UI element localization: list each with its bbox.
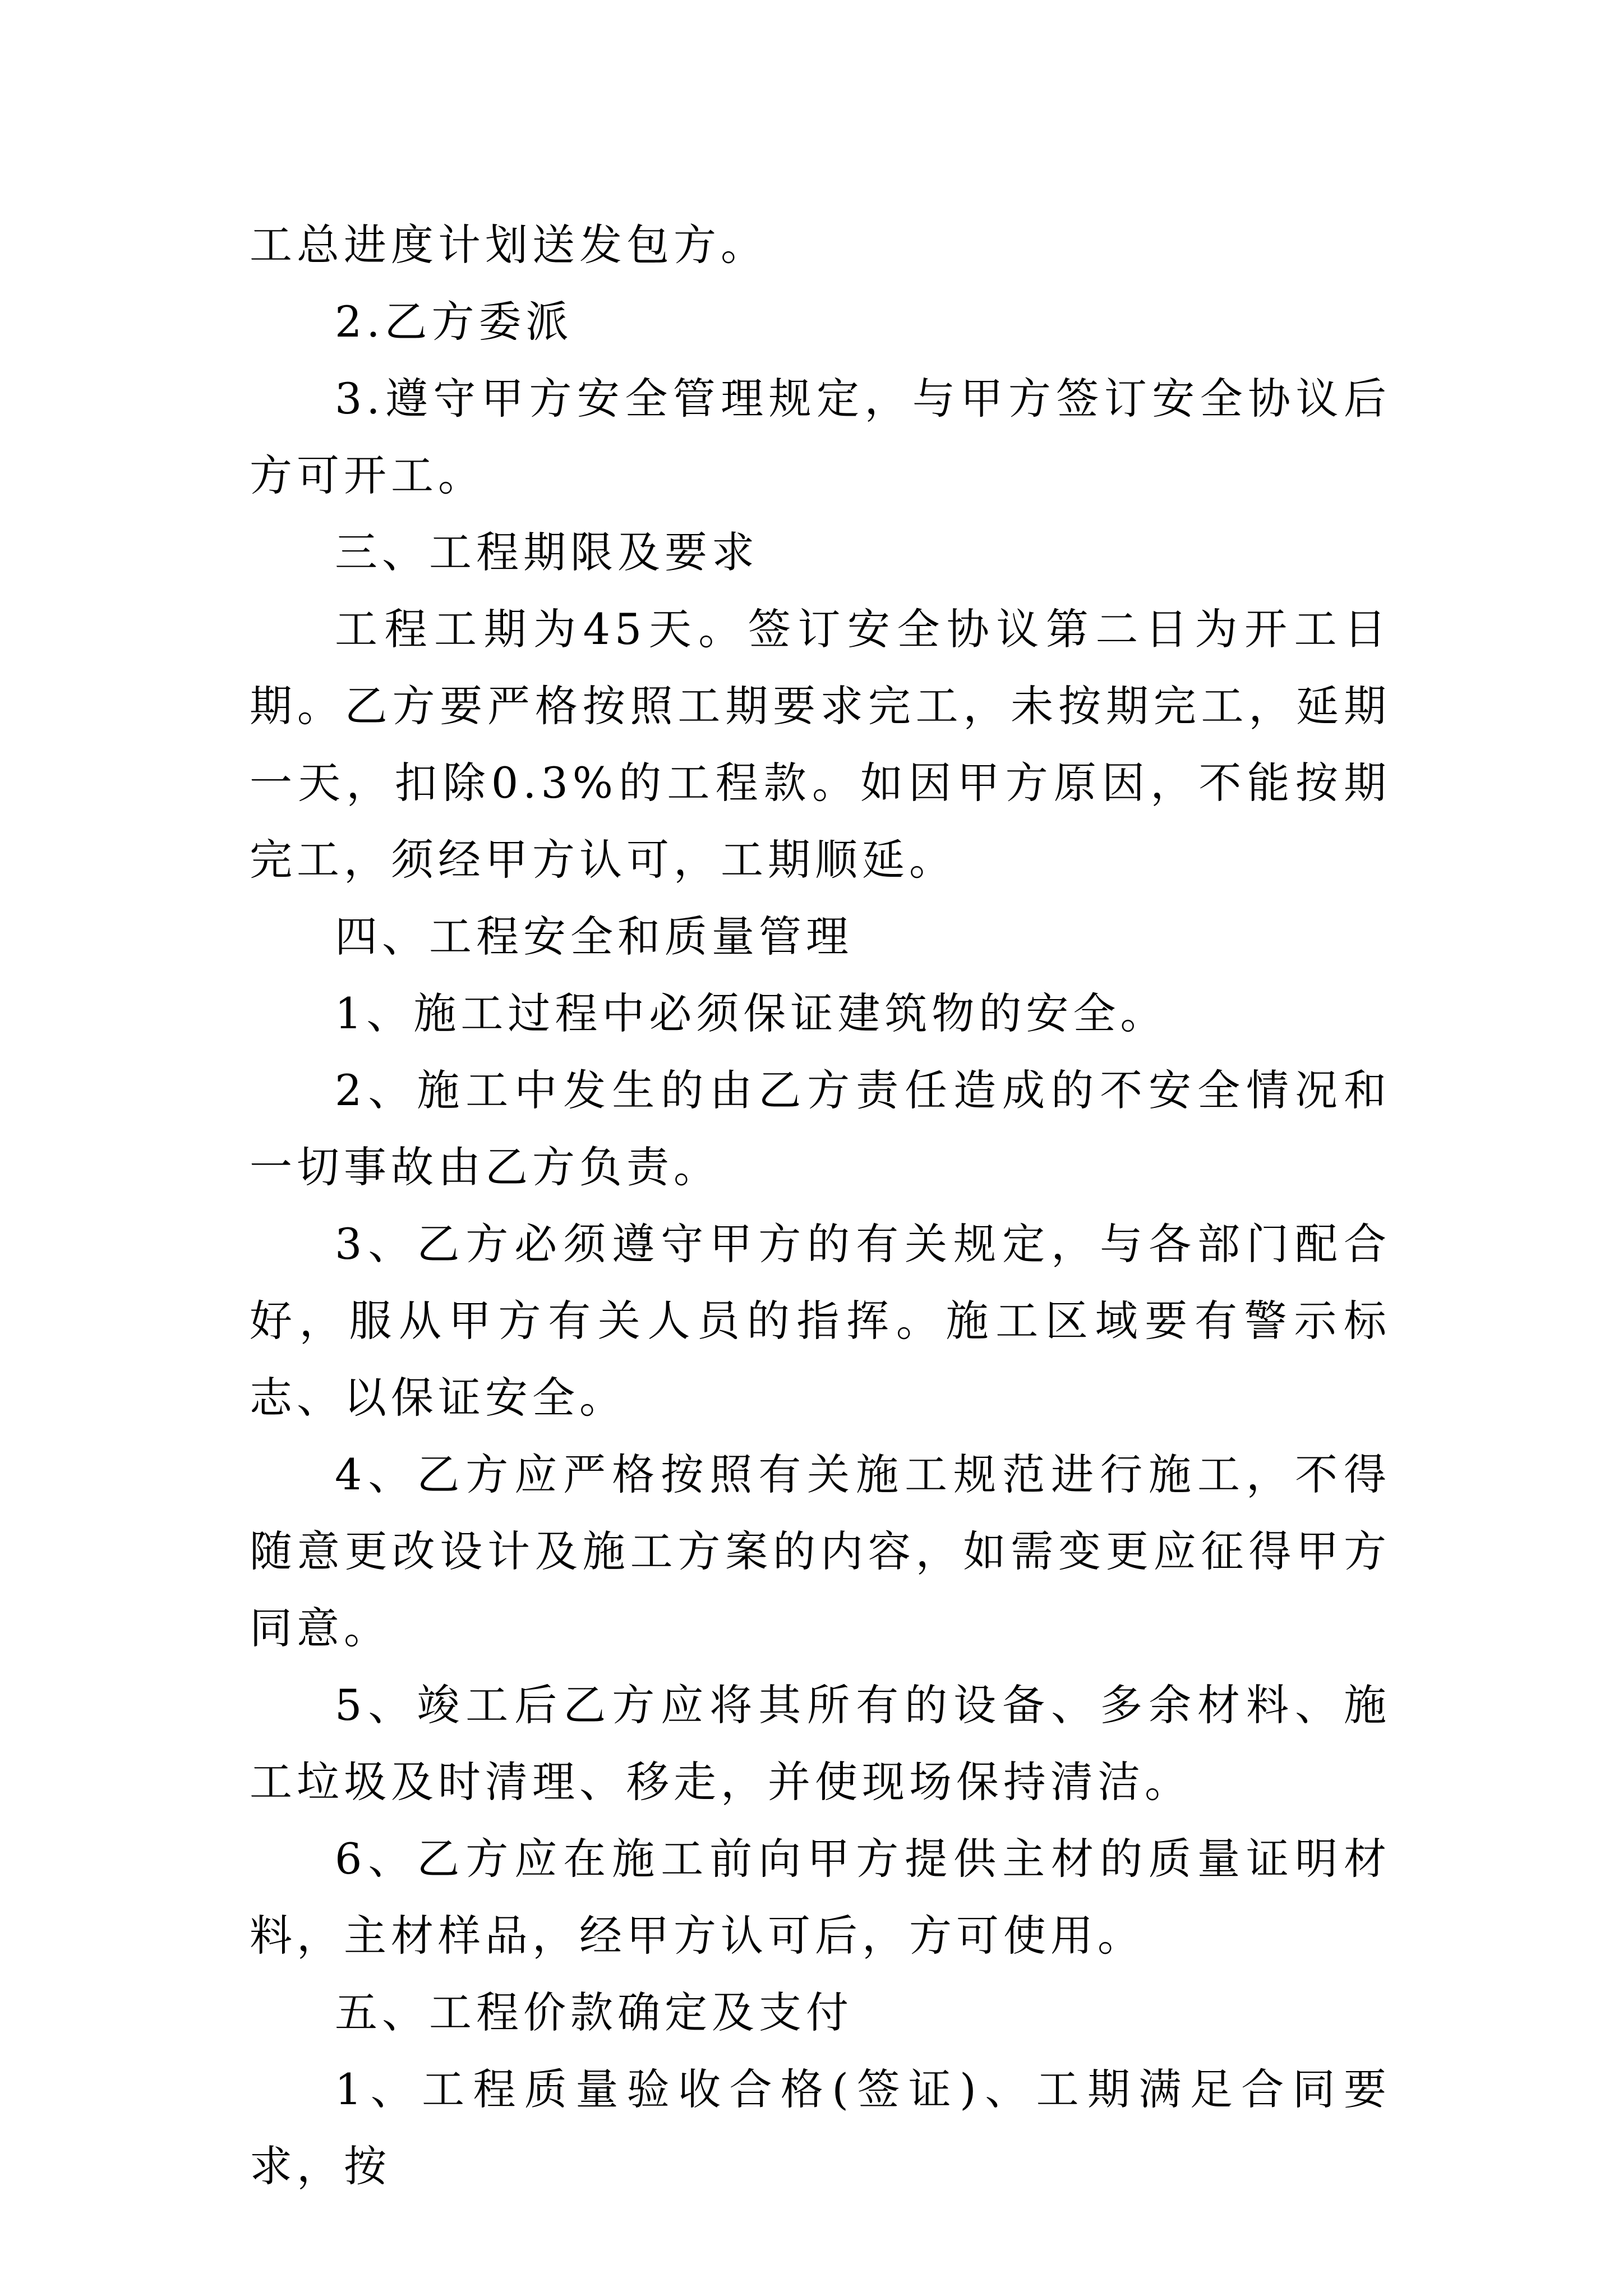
paragraph-safety-item-6: 6、乙方应在施工前向甲方提供主材的质量证明材料，主材样品，经甲方认可后，方可使用。: [250, 1834, 1391, 1961]
paragraph-safety-rules: 3.遵守甲方安全管理规定，与甲方签订安全协议后方可开工。: [250, 374, 1391, 500]
paragraph-safety-item-1: 1、施工过程中必须保证建筑物的安全。: [335, 988, 1168, 1038]
paragraph-party-b-assign: 2.乙方委派: [335, 297, 573, 347]
paragraph-duration-terms: 工程工期为45天。签订安全协议第二日为开工日期。乙方要严格按照工期要求完工，未按期完工，延期一天，扣除0.3%的工程款。如因甲方原因，不能按期完工，须经甲方认可，工期顺延。: [250, 604, 1391, 885]
paragraph-safety-item-2: 2、施工中发生的由乙方责任造成的不安全情况和一切事故由乙方负责。: [250, 1065, 1391, 1192]
paragraph-payment-item-1: 1、工程质量验收合格(签证)、工期满足合同要求，按: [250, 2064, 1391, 2191]
paragraph-safety-item-5: 5、竣工后乙方应将其所有的设备、多余材料、施工垃圾及时清理、移走，并使现场保持清洁。: [250, 1680, 1391, 1807]
document-body: [250, 206, 1391, 2205]
section-heading-duration: 三、工程期限及要求: [335, 527, 759, 577]
paragraph-safety-item-3: 3、乙方必须遵守甲方的有关规定，与各部门配合好，服从甲方有关人员的指挥。施工区域要有警示标志、以保证安全。: [250, 1219, 1391, 1423]
section-heading-safety-quality: 四、工程安全和质量管理: [335, 912, 853, 961]
paragraph-schedule-continuation: 工总进度计划送发包方。: [250, 220, 768, 270]
paragraph-safety-item-4: 4、乙方应严格按照有关施工规范进行施工，不得随意更改设计及施工方案的内容，如需变更应征得甲方同意。: [250, 1450, 1391, 1653]
section-heading-payment: 五、工程价款确定及支付: [335, 1987, 853, 2037]
